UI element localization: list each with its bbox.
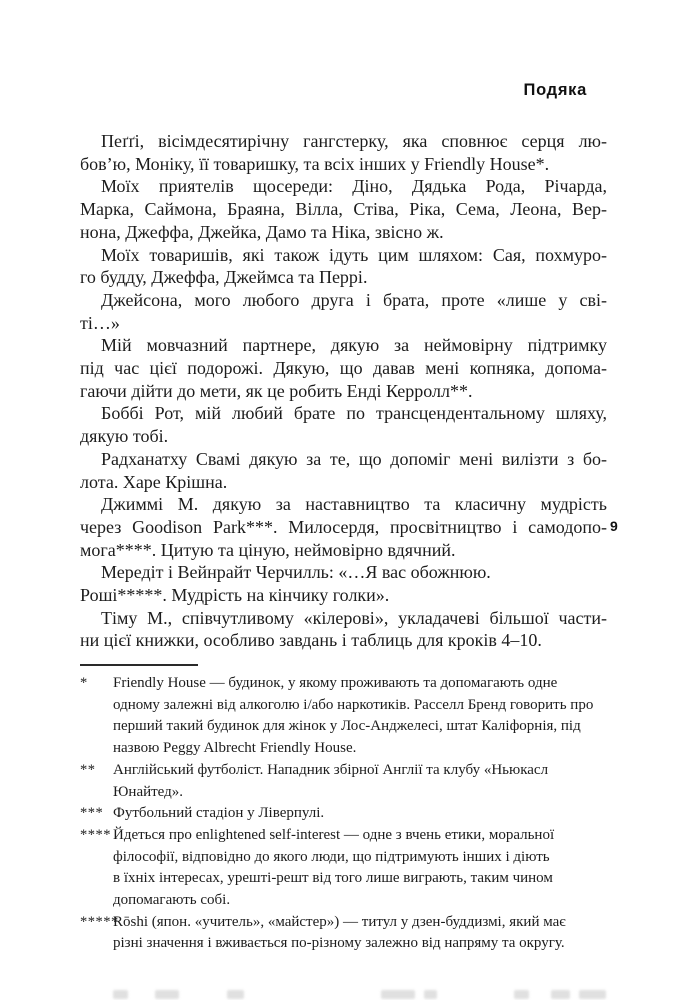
footnote-line: Юнайтед». (113, 783, 184, 800)
footnote-marker: **** (80, 826, 111, 843)
footnote-item (80, 825, 613, 912)
body-line: Моїх товаришів, які також ідуть цим шляхом: Сая, похмуро- (101, 244, 607, 265)
body-line: лота. Харе Крішна. (80, 471, 228, 492)
body-line: Боббі Рот, мій любий брате по трансцендентальному шляху, (101, 403, 607, 424)
footnote-line: філософії, відповідно до якого люди, що підтримують інших і діють (113, 848, 550, 865)
body-line: Радханатху Свамі дякую за те, що допоміг мені вилізти з бо- (101, 448, 607, 469)
footnote-line: одному залежні від алкоголю і/або наркотиків. Расселл Бренд говорить про (113, 696, 594, 713)
running-head: Подяка (523, 81, 587, 99)
page-bleed-artifact (0, 989, 697, 1000)
body-line: мога****. Цитую та ціную, неймовірно вдячний. (80, 539, 456, 560)
body-line: нона, Джеффа, Джейка, Дамо та Ніка, звісно ж. (80, 221, 444, 242)
footnote-marker: ***** (80, 913, 119, 930)
body-line: під час цієї подорожі. Дякую, що давав мені копняка, допома- (80, 358, 607, 379)
page-number: 9 (610, 518, 618, 534)
body-line: Мередіт і Вейнрайт Черчилль: «…Я вас обожнюю. (101, 562, 491, 583)
body-line: Джиммі М. дякую за наставництво та класичну мудрість (101, 494, 607, 515)
body-text (80, 130, 607, 652)
footnote-line: різні значення і вживається по-різному залежно від напряму та округу. (113, 935, 565, 952)
body-line: Пеґґі, вісімдесятирічну гангстерку, яка сповнює серця лю- (101, 131, 607, 151)
footnote-item (80, 803, 613, 825)
footnote-line: Friendly House — будинок, у якому проживають та допомагають одне (113, 675, 558, 691)
body-line: Марка, Саймона, Браяна, Вілла, Стіва, Ріка, Сема, Леона, Вер- (80, 199, 607, 220)
footnote-line: Футбольний стадіон у Ліверпулі. (113, 805, 325, 822)
footnote-line: назвою Peggy Albrecht Friendly House. (113, 740, 357, 757)
body-line: Мій мовчазний партнере, дякую за неймовірну підтримку (101, 335, 607, 356)
body-line: гаючи дійти до мети, як це робить Енді Керролл**. (80, 380, 473, 401)
footnote-line: Rōshi (япон. «учитель», «майстер») — титул у дзен-буддизмі, який має (113, 913, 566, 930)
footnote-divider (80, 664, 198, 666)
footnote-line: в їхніх інтересах, урешті-решт від того лише виграють, таким чином (113, 870, 553, 887)
body-line: ни цієї книжки, особливо завдань і таблиць для кроків 4–10. (80, 630, 542, 651)
footnote-line: допомагають собі. (113, 892, 231, 909)
body-line: го будду, Джеффа, Джеймса та Перрі. (80, 267, 368, 288)
body-line: Роші*****. Мудрість на кінчику голки». (80, 585, 390, 606)
body-line: бов’ю, Моніку, її товаришку, та всіх інших у Friendly House*. (80, 153, 550, 174)
footnote-list (80, 673, 613, 955)
body-line: Джейсона, мого любого друга і брата, проте «лише у сві- (101, 289, 607, 310)
footnote-marker: ** (80, 761, 96, 778)
footnote-marker: *** (80, 805, 104, 822)
footnote-marker: * (80, 675, 88, 691)
body-line: Моїх приятелів щосереди: Діно, Дядька Рода, Річарда, (101, 176, 607, 197)
footnotes-section (80, 664, 613, 955)
footnote-item (80, 673, 613, 760)
footnote-item (80, 912, 613, 955)
footnote-item (80, 760, 613, 803)
footnote-line: Йдеться про enlightened self-interest — одне з вчень етики, моральної (113, 826, 555, 843)
body-line: дякую тобі. (80, 426, 169, 447)
body-line: через Goodison Park***. Милосердя, просвітництво і самодопо- (80, 516, 607, 537)
body-line: ті…» (80, 312, 120, 333)
body-line: Тіму М., співчутливому «кілерові», укладачеві більшої части- (101, 607, 607, 628)
footnote-line: Англійський футболіст. Нападник збірної Англії та клубу «Ньюкасл (113, 761, 549, 778)
footnote-line: перший такий будинок для жінок у Лос-Анджелесі, штат Каліфорнія, під (113, 718, 581, 735)
